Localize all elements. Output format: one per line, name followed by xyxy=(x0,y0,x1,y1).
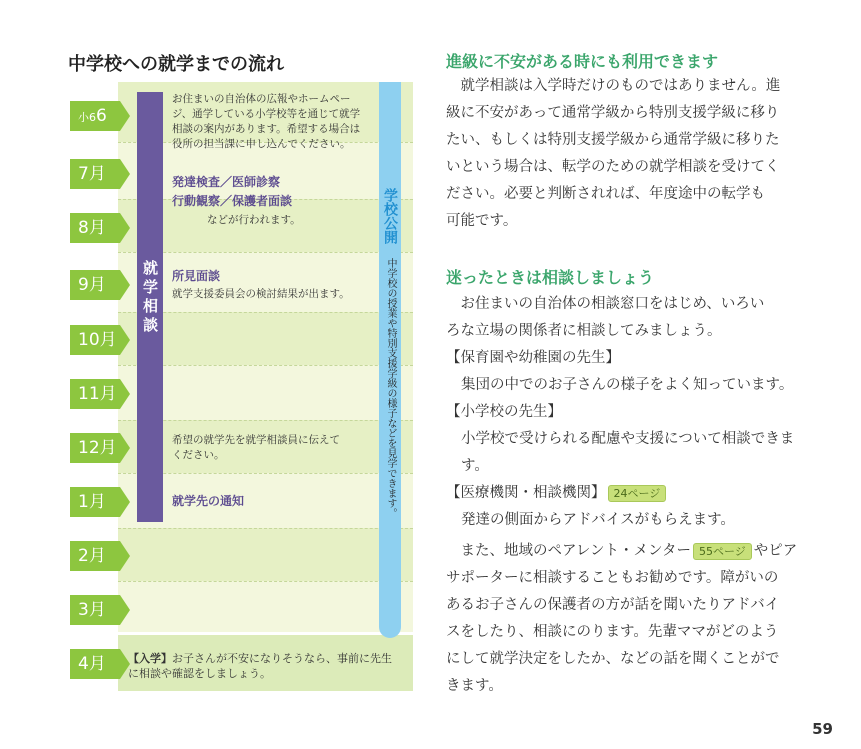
text-line: お住まいの自治体の広報やホームペー xyxy=(172,93,351,105)
page-number: 59 xyxy=(812,720,833,738)
text-line: にして就学決定をしたか、などの話を聞くことがで xyxy=(446,651,780,667)
month-tab-september: 9月 xyxy=(70,270,120,300)
text-line: サポーターに相談することもお勧めです。障がいの xyxy=(446,570,779,586)
step-observation-heading: 行動観察／保護者面談 xyxy=(172,194,293,208)
step-finding-heading: 所見面談 xyxy=(172,269,221,283)
month-tab-july: 7月 xyxy=(70,159,120,189)
month-tab-march: 3月 xyxy=(70,595,120,625)
text-line: きます。 xyxy=(446,678,503,694)
timeline-band xyxy=(118,528,413,581)
section-heading-progression: 進級に不安がある時にも利用できます xyxy=(446,52,719,71)
text-line: お子さんが不安になりそうなら、事前に先生 xyxy=(172,652,392,665)
section-heading-consult: 迷ったときは相談しましょう xyxy=(446,268,655,287)
step-notice-heading: 就学先の通知 xyxy=(172,494,245,508)
text-line: 希望の就学先を就学相談員に伝えて xyxy=(172,434,340,446)
month-tab-december: 12月 xyxy=(70,433,120,463)
consult-item-label: 【保育園や幼稚園の先生】 xyxy=(446,350,620,366)
page-reference-badge[interactable]: 24ページ xyxy=(608,485,667,502)
consult-item-label: 【小学校の先生】 xyxy=(446,404,562,420)
month-tab-january: 1月 xyxy=(70,487,120,517)
text-line: あるお子さんの保護者の方が話を聞いたりアドバイ xyxy=(446,597,780,613)
text-line: また、地域のペアレント・メンター xyxy=(446,543,691,559)
step-finding-text: 就学支援委員会の検討結果が出ます。 xyxy=(172,288,350,300)
consultation-label: 就学相談 xyxy=(141,260,159,336)
text-line: いという場合は、転学のための就学相談を受けてく xyxy=(446,159,780,175)
consult-item-text: 発達の側面からアドバイスがもらえます。 xyxy=(461,512,735,528)
text-line: ジ、通学している小学校等を通じて就学 xyxy=(172,108,361,120)
text-line: ださい。必要と判断されれば、年度途中の転学も xyxy=(446,186,765,202)
text-line: に相談や確認をしましょう。 xyxy=(128,667,271,680)
text-line: 可能です。 xyxy=(446,213,518,229)
step-exam-heading: 発達検査／医師診察 xyxy=(172,175,281,189)
step-june-text xyxy=(172,92,377,152)
month-tab-october: 10月 xyxy=(70,325,120,355)
month-tab-november: 11月 xyxy=(70,379,120,409)
page-title: 中学校への就学までの流れ xyxy=(68,54,284,75)
text-line: 相談の案内があります。希望する場合は xyxy=(172,123,361,135)
consult-paragraph xyxy=(446,291,796,534)
month-label: 6月 xyxy=(78,106,107,158)
month-tab-april: 4月 xyxy=(70,649,120,679)
mentor-paragraph xyxy=(446,538,796,700)
text-line: 級に不安があって通常学級から特別支援学級に移り xyxy=(446,105,780,121)
text-line: たい、もしくは特別支援学級から通常学級に移りた xyxy=(446,132,780,148)
text-line: お住まいの自治体の相談窓口をはじめ、いろい xyxy=(446,296,765,312)
grade-prefix: 小6 xyxy=(78,111,96,124)
school-visit-heading: 学校公開 xyxy=(382,188,398,244)
text-line: スをしたり、相談にのります。先輩ママがどのよう xyxy=(446,624,779,640)
school-visit-text: 中学校の授業や特別支援学級の様子などを見学できます。 xyxy=(385,258,396,518)
text-line: 就学相談は入学時だけのものではありません。進 xyxy=(446,78,781,94)
consultation-bar xyxy=(137,92,163,522)
step-july-note: などが行われます。 xyxy=(207,214,301,226)
step-december-text xyxy=(172,433,377,463)
enrollment-note xyxy=(128,651,413,681)
consult-item-label: 【医療機関・相談機関】 xyxy=(446,485,606,501)
text-line: ください。 xyxy=(172,449,225,461)
progression-paragraph xyxy=(446,73,796,235)
page-reference-badge[interactable]: 55ページ xyxy=(693,543,752,560)
month-tab-august: 8月 xyxy=(70,213,120,243)
text-line: ろな立場の関係者に相談してみましょう。 xyxy=(446,323,722,339)
month-tab-june xyxy=(70,101,120,158)
enrollment-label: 【入学】 xyxy=(128,652,172,665)
month-tab-february: 2月 xyxy=(70,541,120,571)
text-line: 役所の担当課に申し込んでください。 xyxy=(172,138,351,150)
consult-item-text: 集団の中でのお子さんの様子をよく知っています。 xyxy=(461,377,794,393)
text-line: やピア xyxy=(753,543,798,559)
consult-item-text: 小学校で受けられる配慮や支援について相談できます。 xyxy=(461,431,795,474)
